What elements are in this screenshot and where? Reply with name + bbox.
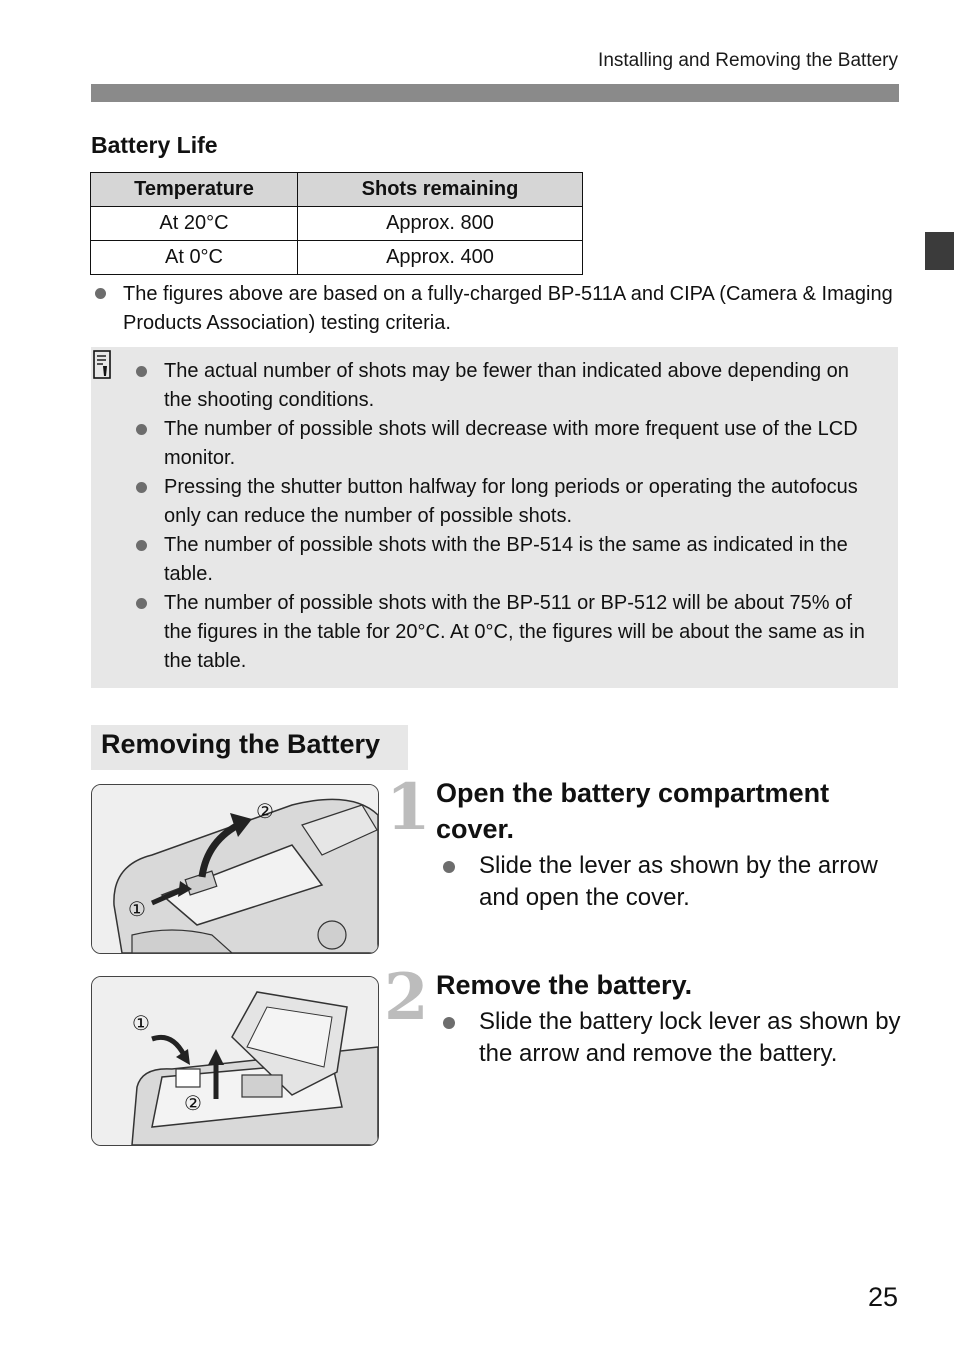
list-item: [135, 357, 880, 415]
bullet-icon: [443, 1017, 455, 1029]
bullet-icon: [136, 424, 147, 435]
callout-2: ②: [256, 799, 274, 823]
section-heading-text: Removing the Battery: [101, 729, 381, 759]
camera-battery-cover-illustration: [92, 785, 378, 953]
camera-battery-removal-illustration: [92, 977, 378, 1145]
table-row: [91, 207, 583, 241]
memo-item-text: The number of possible shots with the BP-514 is the same as indicated in the table.: [164, 534, 848, 585]
table-cell: At 0°C: [91, 241, 298, 275]
step1-title: Open the battery compartment cover.: [436, 778, 830, 844]
section-heading-removing-battery: [91, 725, 408, 770]
bullet-icon: [136, 540, 147, 551]
memo-item-text: The number of possible shots will decrease with more frequent use of the LCD monitor.: [164, 418, 858, 469]
table-note-text: The figures above are based on a fully-charged BP-511A and CIPA (Camera & Imaging Products Association) testing criteria.: [123, 283, 893, 334]
table-note: [94, 280, 904, 338]
memo-item-text: Pressing the shutter button halfway for long periods or operating the autofocus only can reduce the number of possible shots.: [164, 476, 858, 527]
step1-illustration: [91, 784, 379, 954]
table-cell: At 20°C: [91, 207, 298, 241]
bullet-icon: [443, 861, 455, 873]
table-cell: Approx. 800: [298, 207, 583, 241]
step1-bullet-text: Slide the lever as shown by the arrow and open the cover.: [479, 852, 878, 911]
step2-bullet: [443, 1006, 913, 1070]
callout-1: ①: [128, 897, 146, 921]
table-cell: Approx. 400: [298, 241, 583, 275]
bullet-icon: [136, 482, 147, 493]
chapter-tab: [925, 232, 954, 270]
list-item: [135, 415, 880, 473]
list-item: [135, 473, 880, 531]
step2-title: Remove the battery.: [436, 970, 693, 1000]
step1-number: 1: [386, 770, 431, 845]
step2-number: 2: [384, 960, 429, 1035]
bullet-icon: [136, 366, 147, 377]
column-header-shots: Shots remaining: [298, 173, 583, 207]
memo-item-text: The number of possible shots with the BP-511 or BP-512 will be about 75% of the figures in the table for 20°C. At 0°C, the figures will be about the same as in the table.: [164, 592, 865, 672]
table-row: [91, 241, 583, 275]
callout-1: ①: [132, 1011, 150, 1035]
step2-bullet-text: Slide the battery lock lever as shown by the arrow and remove the battery.: [479, 1008, 901, 1067]
callout-2: ②: [184, 1091, 202, 1115]
memo-item-text: The actual number of shots may be fewer than indicated above depending on the shooting conditions.: [164, 360, 849, 411]
bullet-icon: [136, 598, 147, 609]
step1-bullet: [443, 850, 913, 914]
section-title-battery-life: Battery Life: [91, 132, 218, 158]
header-rule: [91, 84, 899, 102]
table-header-row: [91, 173, 583, 207]
memo-icon: [93, 350, 113, 380]
battery-life-table: [90, 172, 583, 275]
list-item: [135, 531, 880, 589]
page-number: 25: [867, 1282, 898, 1312]
list-item: [135, 589, 880, 676]
memo-list: [135, 357, 880, 676]
step2-illustration: [91, 976, 379, 1146]
running-head: Installing and Removing the Battery: [598, 50, 898, 71]
bullet-icon: [95, 288, 106, 299]
column-header-temperature: Temperature: [91, 173, 298, 207]
